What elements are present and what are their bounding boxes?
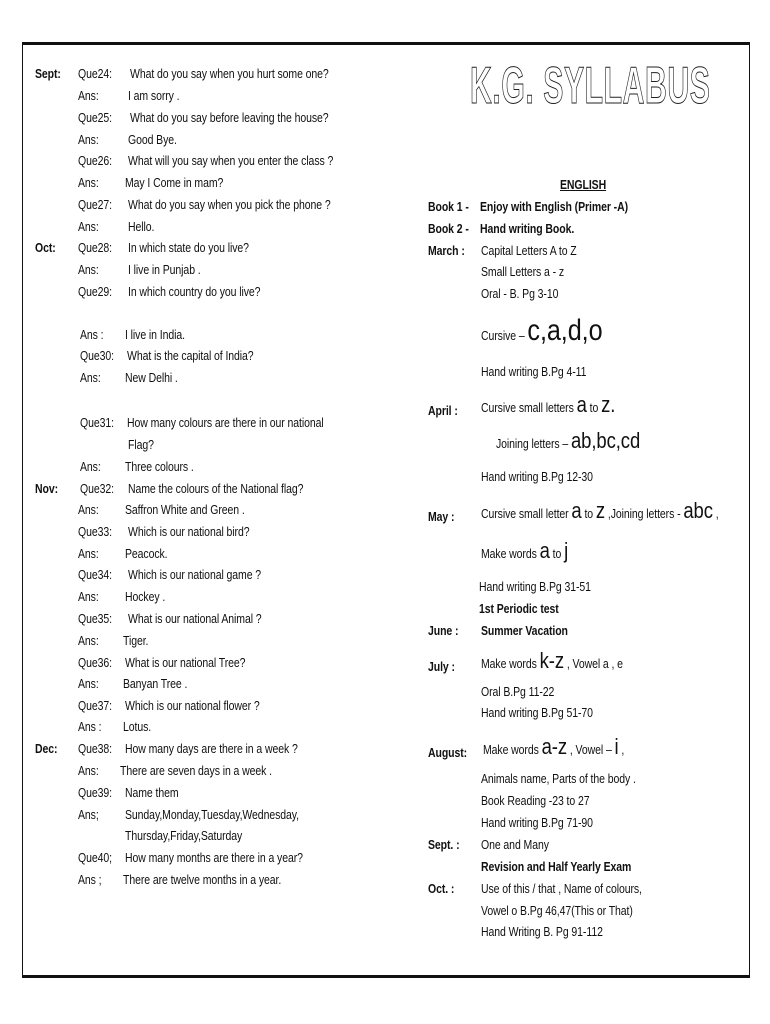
qa-text: I am sorry . [128,89,180,103]
page-title: K.G. SYLLABUS [470,57,711,115]
month-august: August: [428,746,468,760]
cursive-label: Cursive – [481,329,525,343]
july-vowel: , Vowel a , e [566,657,623,671]
qa-label: Ans: [80,460,101,474]
qa-text: What do you say before leaving the house? [130,111,329,125]
april-text: Cursive small letters [481,401,574,415]
oct-line-3: Hand Writing B. Pg 91-112 [481,925,603,939]
may-words-j: j [564,538,569,563]
qa-label: Ans; [78,808,99,822]
march-line-2: Small Letters a - z [481,265,565,279]
qa-text: Lotus. [123,720,152,734]
month-april: April : [428,404,458,418]
april-letter-a: a [576,392,587,417]
july-line-1 [481,650,623,672]
qa-text: Which is our national flower ? [125,699,260,713]
qa-text: Three colours . [125,460,194,474]
qa-label: Ans: [78,634,99,648]
may-text: Cursive small letter [481,507,569,521]
qa-text: Peacock. [125,547,168,561]
sept-line-2: Revision and Half Yearly Exam [481,860,632,874]
qa-text: Which is our national bird? [128,525,250,539]
book1-label: Book 1 - [428,200,469,214]
qa-text: Tiger. [123,634,149,648]
qa-label: Que27: [78,198,112,212]
april-line-2: Hand writing B.Pg 12-30 [481,470,593,484]
may-letter-a: a [571,498,582,523]
qa-text: I live in India. [125,328,185,342]
month-oct: Oct. : [428,882,455,896]
qa-label: Que40; [78,851,112,865]
qa-text: Banyan Tree . [123,677,188,691]
qa-label: Ans: [78,133,99,147]
qa-label: Ans: [78,503,99,517]
march-line-1: Capital Letters A to Z [481,244,577,258]
qa-label: Ans : [78,720,102,734]
oct-line-1: Use of this / that , Name of colours, [481,882,642,896]
qa-label: Ans: [78,176,99,190]
book2-label: Book 2 - [428,222,469,236]
subject-heading: ENGLISH [560,178,607,192]
cursive-line [481,316,602,346]
qa-label: Ans: [78,590,99,604]
qa-text: What do you say when you hurt some one? [130,67,329,81]
may-abc: abc [683,498,713,523]
april-letter-z: z. [601,392,616,417]
month-label: Sept: [35,67,61,81]
aug-vowel: , Vowel – [569,743,612,757]
qa-text: May I Come in mam? [125,176,224,190]
may-words-label: Make words [481,547,537,561]
qa-text: New Delhi . [125,371,178,385]
qa-label: Ans: [78,220,99,234]
qa-text: Which is our national game ? [128,568,262,582]
qa-label: Ans ; [78,873,102,887]
qa-label: Que29: [78,285,112,299]
month-march: March : [428,244,465,258]
qa-text: How many months are there in a year? [125,851,303,865]
periodic-test: 1st Periodic test [479,602,559,616]
aug-letters: a-z [541,734,568,759]
qa-label: Ans: [78,263,99,277]
april-line-1 [481,394,615,416]
april-to: to [589,401,599,415]
june-line-1: Summer Vacation [481,624,568,638]
may-letter-z: z [595,498,606,523]
month-june: June : [428,624,459,638]
qa-label: Ans: [78,677,99,691]
cursive-letters: c,a,d,o [527,314,603,347]
qa-text: What is our national Tree? [125,656,246,670]
qa-text: Saffron White and Green . [125,503,245,517]
qa-text: Name them [125,786,179,800]
qa-text: Flag? [128,438,154,452]
qa-label: Que24: [78,67,112,81]
qa-text: How many days are there in a week ? [125,742,298,756]
july-letters: k-z [539,648,564,673]
april-join-label: Joining letters – [496,437,569,451]
book2-text: Hand writing Book. [480,222,575,236]
qa-label: Que25: [78,111,112,125]
qa-text: Hockey . [125,590,166,604]
march-line-3: Oral - B. Pg 3-10 [481,287,559,301]
aug-line-4: Hand writing B.Pg 71-90 [481,816,593,830]
qa-text: Good Bye. [128,133,177,147]
qa-label: Que39: [78,786,112,800]
may-words [481,540,568,562]
qa-text: There are seven days in a week . [120,764,272,778]
qa-label: Ans: [78,547,99,561]
month-label: Oct: [35,241,56,255]
march-line-4: Hand writing B.Pg 4-11 [481,365,587,379]
oct-line-2: Vowel o B.Pg 46,47(This or That) [481,904,633,918]
sept-line-1: One and Many [481,838,549,852]
month-july: July : [428,660,455,674]
qa-label: Que28: [78,241,112,255]
qa-text: What will you say when you enter the class ? [128,154,334,168]
month-label: Nov: [35,482,59,496]
july-line-3: Hand writing B.Pg 51-70 [481,706,593,720]
qa-text: In which country do you live? [128,285,261,299]
qa-text: There are twelve months in a year. [123,873,282,887]
qa-label: Ans: [78,764,99,778]
qa-text: Sunday,Monday,Tuesday,Wednesday, [125,808,299,822]
qa-text: I live in Punjab . [128,263,201,277]
july-words-label: Make words [481,657,537,671]
qa-text: What is our national Animal ? [128,612,262,626]
qa-label: Que36: [78,656,112,670]
book1-text: Enjoy with English (Primer -A) [480,200,628,214]
qa-label: Que26: [78,154,112,168]
july-line-2: Oral B.Pg 11-22 [481,685,555,699]
qa-label: Que32: [80,482,114,496]
aug-comma: , [621,743,625,757]
may-line-1 [481,500,719,522]
qa-label: Que30: [80,349,114,363]
qa-label: Que37: [78,699,112,713]
month-label: Dec: [35,742,58,756]
qa-text: How many colours are there in our national [127,416,324,430]
aug-line-2: Animals name, Parts of the body . [481,772,636,786]
aug-line-3: Book Reading -23 to 27 [481,794,590,808]
qa-label: Que31: [80,416,114,430]
aug-letter-i: i [614,734,619,759]
qa-label: Que34: [78,568,112,582]
qa-text: Hello. [128,220,155,234]
may-line-2: Hand writing B.Pg 31-51 [479,580,591,594]
may-words-to: to [552,547,562,561]
qa-text: Name the colours of the National flag? [128,482,304,496]
may-comma: , [715,507,719,521]
may-words-a: a [539,538,550,563]
qa-label: Que33: [78,525,112,539]
qa-label: Ans : [80,328,104,342]
qa-text: What do you say when you pick the phone ? [128,198,331,212]
month-may: May : [428,510,455,524]
qa-text: In which state do you live? [128,241,249,255]
qa-text: What is the capital of India? [127,349,254,363]
may-join-label: ,Joining letters - [607,507,681,521]
qa-label: Ans: [78,89,99,103]
month-sept: Sept. : [428,838,460,852]
aug-words-label: Make words [483,743,539,757]
aug-line-1 [483,736,624,758]
qa-text: Thursday,Friday,Saturday [125,829,243,843]
april-join-letters: ab,bc,cd [570,428,641,453]
qa-label: Que38: [78,742,112,756]
may-to: to [584,507,594,521]
qa-label: Que35: [78,612,112,626]
april-joining [496,430,640,452]
qa-label: Ans: [80,371,101,385]
